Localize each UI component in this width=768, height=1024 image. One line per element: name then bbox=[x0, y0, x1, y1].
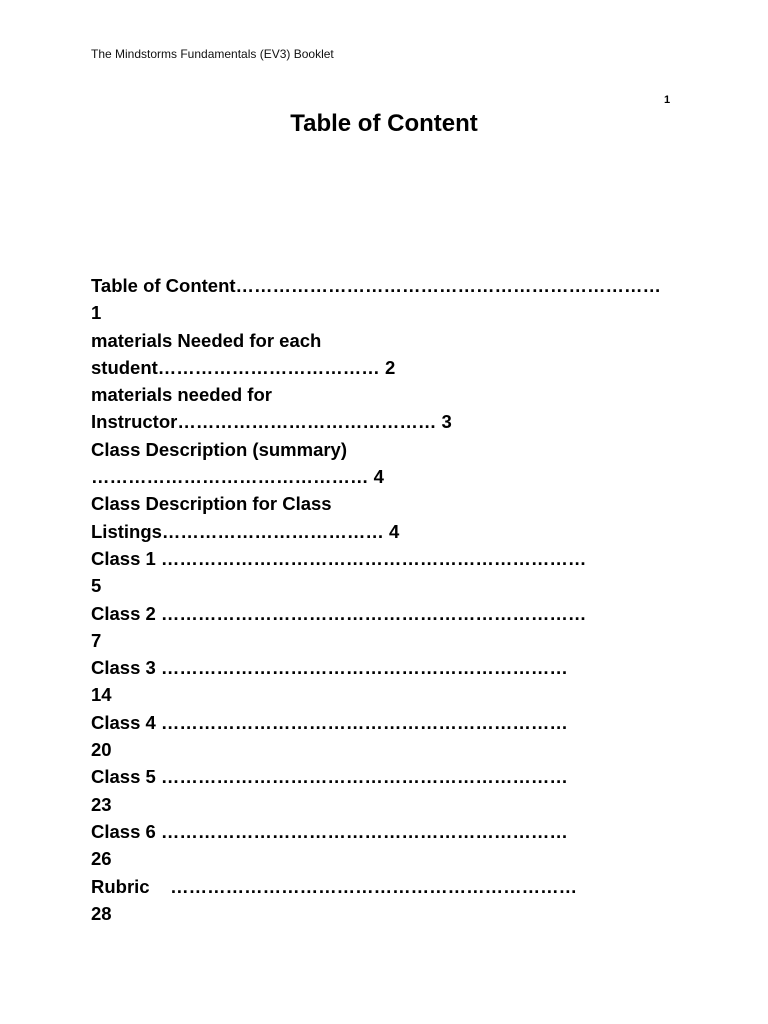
toc-line: student……………………………… 2 bbox=[91, 356, 396, 378]
toc-line: Listings……………………………… 4 bbox=[91, 520, 400, 542]
toc-line: materials needed for bbox=[91, 384, 272, 406]
toc-line: Class 1 …………………………………………………………… bbox=[91, 547, 587, 569]
toc-line: Class 4 ………………………………………………………… bbox=[91, 711, 568, 733]
toc-line: Instructor…………………………………… 3 bbox=[91, 411, 452, 433]
toc-line: 7 bbox=[91, 629, 102, 651]
toc-line: Class 5 ………………………………………………………… bbox=[91, 766, 568, 788]
table-of-contents bbox=[91, 272, 691, 927]
toc-line: 28 bbox=[91, 902, 112, 924]
toc-line: Table of Content…………………………………………………………… bbox=[91, 275, 662, 296]
running-header: The Mindstorms Fundamentals (EV3) Booklet bbox=[91, 47, 334, 61]
toc-line: materials Needed for each bbox=[91, 329, 322, 351]
toc-line: Class 6 ………………………………………………………… bbox=[91, 820, 568, 842]
toc-line: Rubric ………………………………………………………… bbox=[91, 875, 578, 897]
toc-line: Class 2 …………………………………………………………… bbox=[91, 602, 587, 624]
page-title: Table of Content bbox=[290, 110, 478, 137]
toc-line: 5 bbox=[91, 575, 102, 597]
toc-line: 26 bbox=[91, 848, 112, 870]
toc-line: 20 bbox=[91, 739, 112, 761]
toc-line: ……………………………………… 4 bbox=[91, 466, 384, 488]
toc-line: Class Description (summary) bbox=[91, 438, 348, 460]
toc-line: 1 bbox=[91, 302, 102, 324]
toc-line: Class Description for Class bbox=[91, 493, 332, 515]
toc-line: 23 bbox=[91, 793, 112, 815]
toc-line: Class 3 ………………………………………………………… bbox=[91, 657, 568, 679]
page-number: 1 bbox=[664, 94, 671, 106]
toc-line: 14 bbox=[91, 684, 112, 706]
